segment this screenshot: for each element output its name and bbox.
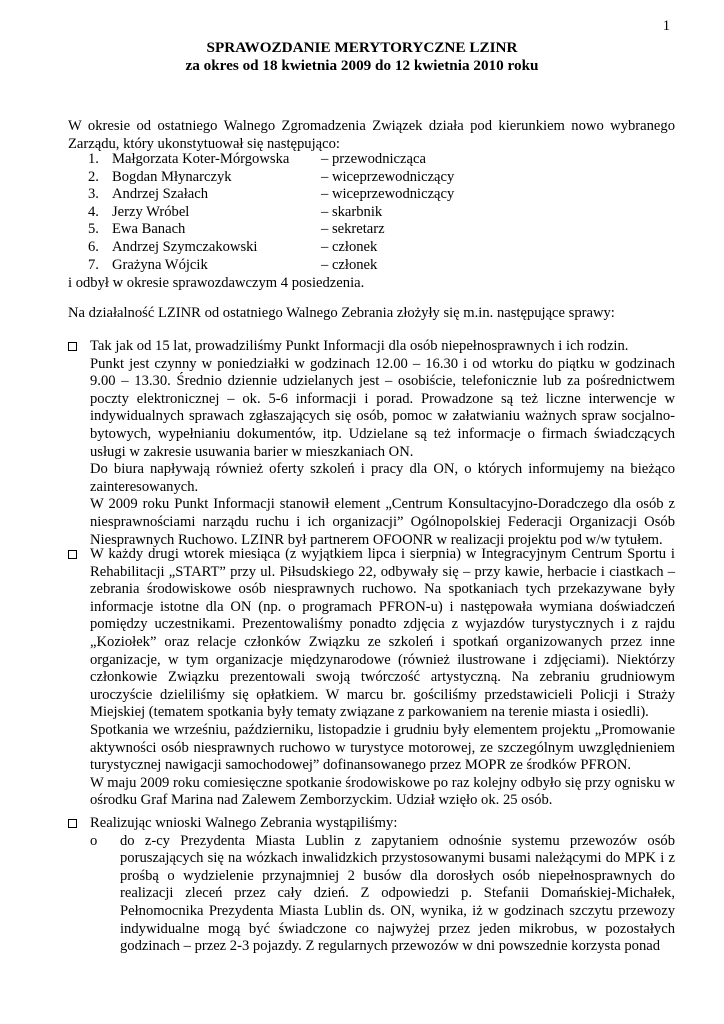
square-bullet-icon — [68, 342, 77, 351]
board-number: 2. — [88, 168, 99, 185]
board-number: 7. — [88, 256, 99, 273]
board-list — [88, 151, 454, 274]
bullet-paragraph: Tak jak od 15 lat, prowadziliśmy Punkt Informacji dla osób niepełnosprawnych i ich rodzin. — [90, 338, 629, 354]
board-number: 3. — [88, 186, 99, 203]
board-number: 1. — [88, 151, 99, 167]
bullet-body — [90, 546, 675, 810]
board-member — [88, 151, 454, 169]
meetings-sentence: i odbył w okresie sprawozdawczym 4 posiedzenia. — [68, 275, 365, 291]
bullet-paragraph: W 2009 roku Punkt Informacji stanowił element „Centrum Konsultacyjno-Doradczego dla osób z niesprawnościami narządu ruchu i ich organizacji” Ogólnopolskiej Federacji Organizacji Osób Niesprawnych Ruchowo. LZINR był partnerem OFOONR w realizacji projektu pod w/w tytułem. — [90, 496, 675, 548]
title-line-1: SPRAWOZDANIE MERYTORYCZNE LZINR — [206, 39, 518, 56]
board-member — [88, 169, 454, 187]
board-role: – sekretarz — [321, 221, 385, 238]
board-member — [88, 186, 454, 204]
board-name: Grażyna Wójcik — [112, 256, 208, 273]
intro-paragraph: W okresie od ostatniego Walnego Zgromadzenia Związek działa pod kierunkiem nowo wybranego Zarządu, który ukonstytuował się następująco: — [68, 118, 675, 152]
sub-list-item — [90, 833, 675, 956]
bullet-body — [90, 815, 675, 956]
board-name: Bogdan Młynarczyk — [112, 168, 232, 185]
bullet-paragraph: W każdy drugi wtorek miesiąca (z wyjątkiem lipca i sierpnia) w Integracyjnym Centrum Sportu i Rehabilitacji „START” przy ul. Piłsudskiego 22, odbywały się – przy kawie, herbacie i ciastkach – zebrania środowiskowe osób niesprawnych ruchowo. Na spotkaniach tych przekazywane były informacje istotne dla ON (np. o programach PFRON-u) i następowała wymiana doświadczeń pomiędzy uczestnikami. Prezentowaliśmy ponadto zdjęcia z wyjazdów turystycznych i z rajdu „Koziołek” oraz relacje członków Związku ze szkoleń i spotkań organizowanych przez inne organizacje, w tym organizacje międzynarodowe (również ilustrowane i zdjęciami). Niektórzy członkowie Związku prezentowali swoją twórczość artystyczną. Na zebraniu grudniowym uroczyście dzieliliśmy się opłatkiem. W marcu br. gościliśmy przedstawicieli Policji i Straży Miejskiej (tematem spotkania były tematy związane z parkowaniem na terenie miasta i osiedli). — [90, 546, 675, 721]
board-role: – wiceprzewodniczący — [321, 168, 455, 185]
board-member — [88, 221, 454, 239]
bullet-paragraph: Do biura napływają również oferty szkoleń i pracy dla ON, o których informujemy na bieżąco zainteresowanych. — [90, 461, 675, 495]
board-role: – skarbnik — [321, 203, 383, 220]
board-number: 6. — [88, 238, 99, 255]
page-number: 1 — [662, 18, 670, 34]
board-member — [88, 204, 454, 222]
bullet-paragraph: Realizując wnioski Walnego Zebrania wystąpiliśmy: — [90, 815, 398, 831]
bullet-paragraph: Punkt jest czynny w poniedziałki w godzinach 12.00 – 16.30 i od wtorku do piątku w godzinach 9.00 – 13.30. Średnio dziennie udzielanych jest – osobiście, telefonicznie lub za pośrednictwem poczty elektronicznej – ok. 5-6 informacji i porad. Prowadzone są też liczne interwencje w indywidualnych sprawach zgłaszających się osób, pomoc w załatwianiu ważnych spraw socjalno-bytowych, wypełnianiu dokumentów, itp. Udzielane są też informacje o firmach świadczących usługi w zakresie usuwania barier w mieszkaniach ON. — [90, 355, 675, 460]
board-number: 5. — [88, 221, 99, 238]
board-member — [88, 257, 454, 275]
board-role: – członek — [321, 238, 378, 255]
activities-intro: Na działalność LZINR od ostatniego Walnego Zebrania złożyły się m.in. następujące sprawy: — [68, 305, 615, 321]
title-line-2: za okres od 18 kwietnia 2009 do 12 kwietnia 2010 roku — [185, 57, 539, 75]
board-name: Małgorzata Koter-Mórgowska — [112, 151, 290, 167]
bullet-item — [68, 546, 675, 810]
board-name: Jerzy Wróbel — [112, 203, 190, 220]
sub-item-text: do z-cy Prezydenta Miasta Lublin z zapytaniem odnośnie systemu przewozów osób poruszających się na wózkach inwalidzkich przystosowanymi busami należącymi do MPK i z prośbą o wydzielenie przynajmniej 2 busów dla dorosłych osób niepełnosprawnych do realizacji zleceń przez cały dzień. Z odpowiedzi p. Stefanii Domańskiej-Michałek, Pełnomocnika Prezydenta Miasta Lublin ds. ON, wynika, iż w godzinach szczytu przewozy indywidualne mogą być świadczone co najwyżej przez jeden mikrobus, w pozostałych godzinach – przez 2-3 pojazdy. Z regularnych przewozów w dni powszednie korzysta ponad — [120, 832, 675, 955]
board-name: Ewa Banach — [112, 221, 186, 238]
board-name: Andrzej Szałach — [112, 186, 209, 203]
square-bullet-icon — [68, 550, 77, 559]
bullet-paragraph: Spotkania we wrześniu, październiku, listopadzie i grudniu były elementem projektu „Promowanie aktywności osób niesprawnych ruchowo w turystyce motorowej, ze szczególnym uwzględnieniem turystycznej nawigacji samochodowej” dofinansowanego przez MOPR ze środków PFRON. — [90, 721, 675, 774]
bullet-paragraph: W maju 2009 roku comiesięczne spotkanie środowiskowe po raz kolejny odbyło się przy ognisku w ośrodku Graf Marina nad Zalewem Zemborzyckim. Udział wzięło ok. 25 osób. — [90, 774, 675, 809]
board-role: – członek — [321, 256, 378, 273]
board-role: – wiceprzewodniczący — [321, 186, 455, 203]
sub-bullet-mark: o — [90, 832, 98, 849]
bullet-body — [90, 338, 675, 549]
board-number: 4. — [88, 203, 99, 220]
board-role: – przewodnicząca — [321, 151, 426, 167]
board-member — [88, 239, 454, 257]
bullet-item — [68, 815, 675, 956]
square-bullet-icon — [68, 819, 77, 828]
document-title — [0, 39, 724, 76]
bullet-item — [68, 338, 675, 549]
board-name: Andrzej Szymczakowski — [112, 238, 258, 255]
